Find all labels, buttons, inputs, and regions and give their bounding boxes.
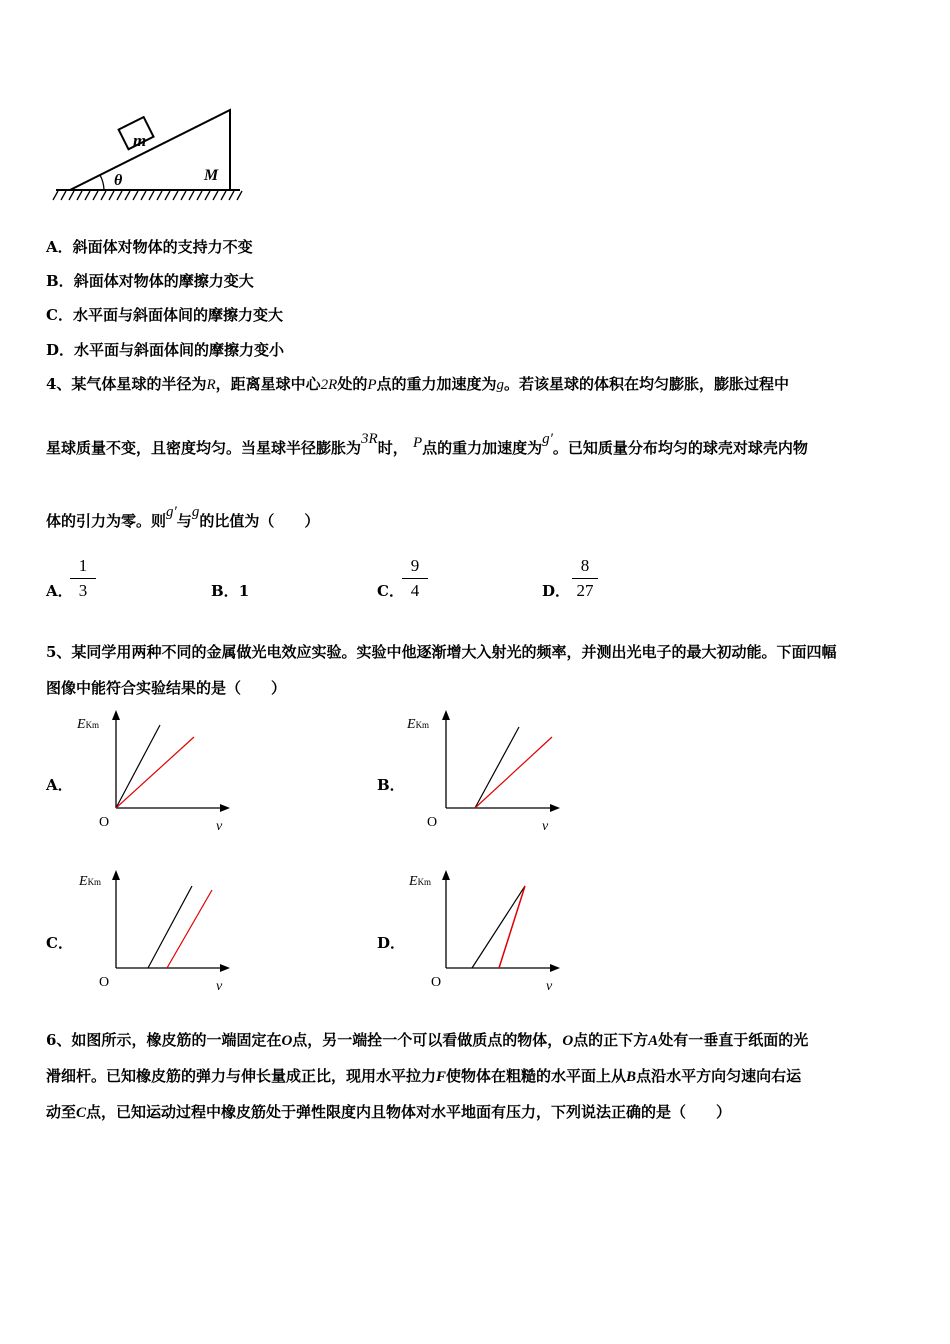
origin-label: O — [99, 975, 110, 990]
q3-option-b: B．斜面体对物体的摩擦力变大 — [46, 272, 254, 290]
angle-arc — [100, 175, 104, 190]
q5-line-2: 图像中能符合实验结果的是（ ） — [46, 679, 287, 697]
q4-option-d-letter: D． — [542, 582, 571, 600]
q5-line-1: 5、某同学用两种不同的金属做光电效应实验。实验中他逐渐增大入射光的频率，并测出光电子的最大初动能。下面四幅 — [46, 643, 837, 661]
ground-hatching — [53, 191, 242, 200]
q6-line-2: 滑细杆。已知橡皮筋的弹力与伸长量成正比，现用水平拉力F使物体在粗糙的水平面上从B点沿水平方向匀速向右运 — [46, 1067, 802, 1085]
q4-option-a-fraction: 1 3 — [70, 556, 96, 601]
x-axis-label: ν — [216, 819, 223, 834]
black-line — [472, 886, 525, 968]
q4-option-c-letter: C． — [377, 582, 404, 600]
q3-option-a: A．斜面体对物体的支持力不变 — [46, 238, 253, 256]
red-line — [167, 890, 212, 968]
graph-d — [405, 868, 565, 996]
black-line — [116, 725, 160, 808]
q6-line-3: 动至C点，已知运动过程中橡皮筋处于弹性限度内且物体对水平地面有压力，下列说法正确的是（ ） — [46, 1103, 732, 1121]
q5-option-a: A． — [46, 776, 73, 794]
y-axis-label: EKm — [407, 717, 430, 732]
q5-option-d: D． — [377, 934, 406, 952]
origin-label: O — [427, 815, 438, 830]
graph-c — [75, 868, 235, 996]
q4-option-a-letter: A． — [46, 582, 73, 600]
q3-option-d: D．水平面与斜面体间的摩擦力变小 — [46, 341, 285, 359]
origin-label: O — [431, 975, 442, 990]
graph-b — [405, 708, 565, 836]
red-line — [475, 737, 552, 808]
q5-option-c: C． — [46, 934, 73, 952]
y-axis-label: EKm — [79, 874, 102, 889]
black-line — [475, 727, 519, 808]
q4-option-d-fraction: 8 27 — [572, 556, 598, 601]
y-axis-label: EKm — [409, 874, 432, 889]
wedge-label: M — [204, 167, 219, 184]
q3-option-c: C．水平面与斜面体间的摩擦力变大 — [46, 306, 283, 324]
x-axis-label: ν — [546, 979, 553, 994]
x-axis-label: ν — [216, 979, 223, 994]
theta-label: θ — [114, 172, 123, 189]
incline-figure — [48, 104, 248, 208]
black-line — [148, 886, 192, 968]
red-line — [116, 737, 194, 808]
q6-line-1: 6、如图所示，橡皮筋的一端固定在O点，另一端拴一个可以看做质点的物体，O点的正下方A处有一垂直于纸面的光 — [46, 1031, 809, 1049]
block-label: m — [133, 131, 147, 150]
q4-line-1: 4、某气体星球的半径为R，距离星球中心2R处的P点的重力加速度为g。若该星球的体积在均匀膨胀，膨胀过程中 — [46, 375, 790, 393]
q4-line-2: 星球质量不变，且密度均匀。当星球半径膨胀为3R时， P点的重力加速度为g′。已知质量分布均匀的球壳对球壳内物 — [46, 431, 808, 457]
q5-option-b: B． — [377, 776, 405, 794]
x-axis-label: ν — [542, 819, 549, 834]
y-axis-label: EKm — [77, 717, 100, 732]
origin-label: O — [99, 815, 110, 830]
q4-option-c-fraction: 9 4 — [402, 556, 428, 601]
red-line — [499, 886, 525, 968]
graph-a — [75, 708, 235, 836]
q4-line-3: 体的引力为零。则g′与g的比值为（ ） — [46, 504, 320, 530]
q4-option-b: B．1 — [211, 582, 250, 600]
